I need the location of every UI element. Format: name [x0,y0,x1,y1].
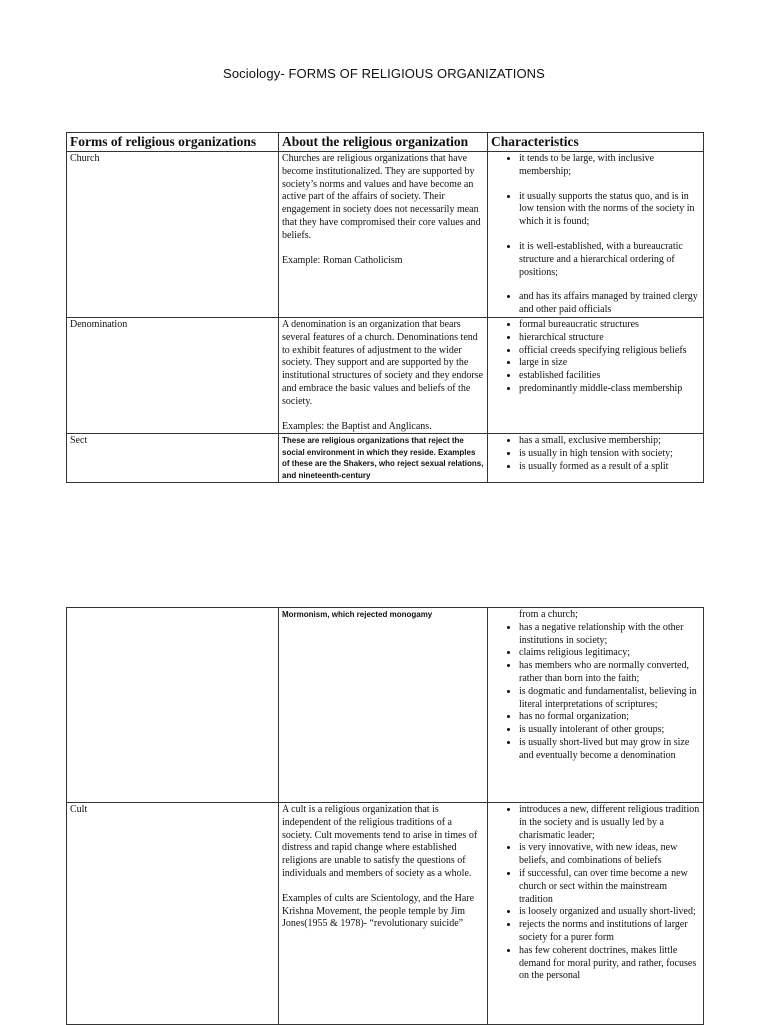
cult-about [279,803,488,1025]
list-item: • rejects the norms and institutions of larger society for a purer form [519,919,700,945]
denomination-about [279,317,488,433]
sect-char-list [491,435,700,473]
list-item: • hierarchical structure [519,332,700,345]
sect-characteristics-continued [488,608,704,803]
list-item: • has few coherent doctrines, makes little demand for moral purity, and rather, focuses on the personal [519,945,700,983]
table-row-sect-continued [67,608,704,803]
table-row-denomination [67,317,704,433]
table-row-sect [67,434,704,483]
sect-about-text-continued: Mormonism, which rejected monogamy [282,610,433,619]
header-characteristics: Characteristics [488,133,704,152]
list-item: from a church; [519,609,578,620]
denomination-name: Denomination [67,317,279,433]
cult-char-list [491,804,700,983]
list-item: • is usually short-lived but may grow in size and eventually become a denomination [519,737,700,763]
cult-name: Cult [67,803,279,1025]
church-characteristics [488,152,704,318]
denomination-about-text: A denomination is an organization that bears several features of a church. Denominations tend to exhibit features of adjustment to the wider society. They support and are supported by the institutional structures of society and they endorse and embrace the basic values and beliefs of the society. [282,318,484,407]
list-item: • it is well-established, with a bureaucratic structure and a hierarchical ordering of positions; [519,241,700,279]
list-item: • is dogmatic and fundamentalist, believing in literal interpretations of scriptures; [519,686,700,712]
list-item: • claims religious legitimacy; [519,647,700,660]
header-forms: Forms of religious organizations [67,133,279,152]
table-header-row [67,133,704,152]
sect-about-text: These are religious organizations that reject the social environment in which they reside. Examples of these are the Shakers, who reject sexual relations, and nineteenth-century [282,436,484,480]
sect-name: Sect [67,434,279,483]
organizations-table-continued [66,607,704,1025]
list-item: • has a negative relationship with the other institutions in society; [519,622,700,648]
cult-example: Examples of cults are Scientology, and the Hare Krishna Movement, the people temple by Jim Jones(1955 & 1978)- “revolutionary suicide” [282,892,475,930]
list-item: • has members who are normally converted, rather than born into the faith; [519,660,700,686]
list-item: • it tends to be large, with inclusive membership; [519,153,700,179]
denomination-example: Examples: the Baptist and Anglicans. [282,420,432,432]
sect-char-list-continued [491,622,700,763]
church-about [279,152,488,318]
church-char-list [491,153,700,317]
list-item: • introduces a new, different religious tradition in the society and is usually led by a charismatic leader; [519,804,700,842]
sect-about-continued [279,608,488,803]
document-title: Sociology- FORMS OF RELIGIOUS ORGANIZATIONS [223,66,545,81]
sect-characteristics [488,434,704,483]
denomination-char-list [491,319,700,396]
table-row-church [67,152,704,318]
denomination-characteristics [488,317,704,433]
church-about-text: Churches are religious organizations that have become institutionalized. They are supported by society’s norms and values and have become an active part of the affairs of society. Their engagement in society does not necessarily mean that they have compromised their core values and beliefs. [282,153,481,241]
sect-char-cont-first [491,609,700,622]
organizations-table [66,132,704,483]
list-item: • is usually formed as a result of a split [519,461,700,474]
list-item: • large in size [519,357,700,370]
list-item: • is usually intolerant of other groups; [519,724,700,737]
list-item: • is loosely organized and usually short-lived; [519,906,700,919]
list-item: • is very innovative, with new ideas, new beliefs, and combinations of beliefs [519,842,700,868]
church-name: Church [67,152,279,318]
list-item: • if successful, can over time become a new church or sect within the mainstream tradition [519,868,700,906]
list-item: • has a small, exclusive membership; [519,435,700,448]
list-item: • it usually supports the status quo, and is in low tension with the norms of the society in which it is found; [519,191,700,229]
list-item: • established facilities [519,370,700,383]
sect-about [279,434,488,483]
list-item: • is usually in high tension with society; [519,448,700,461]
list-item: • has no formal organization; [519,711,700,724]
cult-about-text: A cult is a religious organization that is independent of the religious traditions of a society. Cult movements tend to arise in times of distress and rapid change where established religions are unable to satisfy the questions of individuals and members of society as a whole. [282,804,478,879]
table-row-cult [67,803,704,1025]
list-item: • official creeds specifying religious beliefs [519,345,700,358]
sect-name-continued [67,608,279,803]
list-item: • formal bureaucratic structures [519,319,700,332]
header-about: About the religious organization [279,133,488,152]
list-item: • and has its affairs managed by trained clergy and other paid officials [519,291,700,317]
list-item: • predominantly middle-class membership [519,383,700,396]
cult-characteristics [488,803,704,1025]
church-example: Example: Roman Catholicism [282,254,403,266]
